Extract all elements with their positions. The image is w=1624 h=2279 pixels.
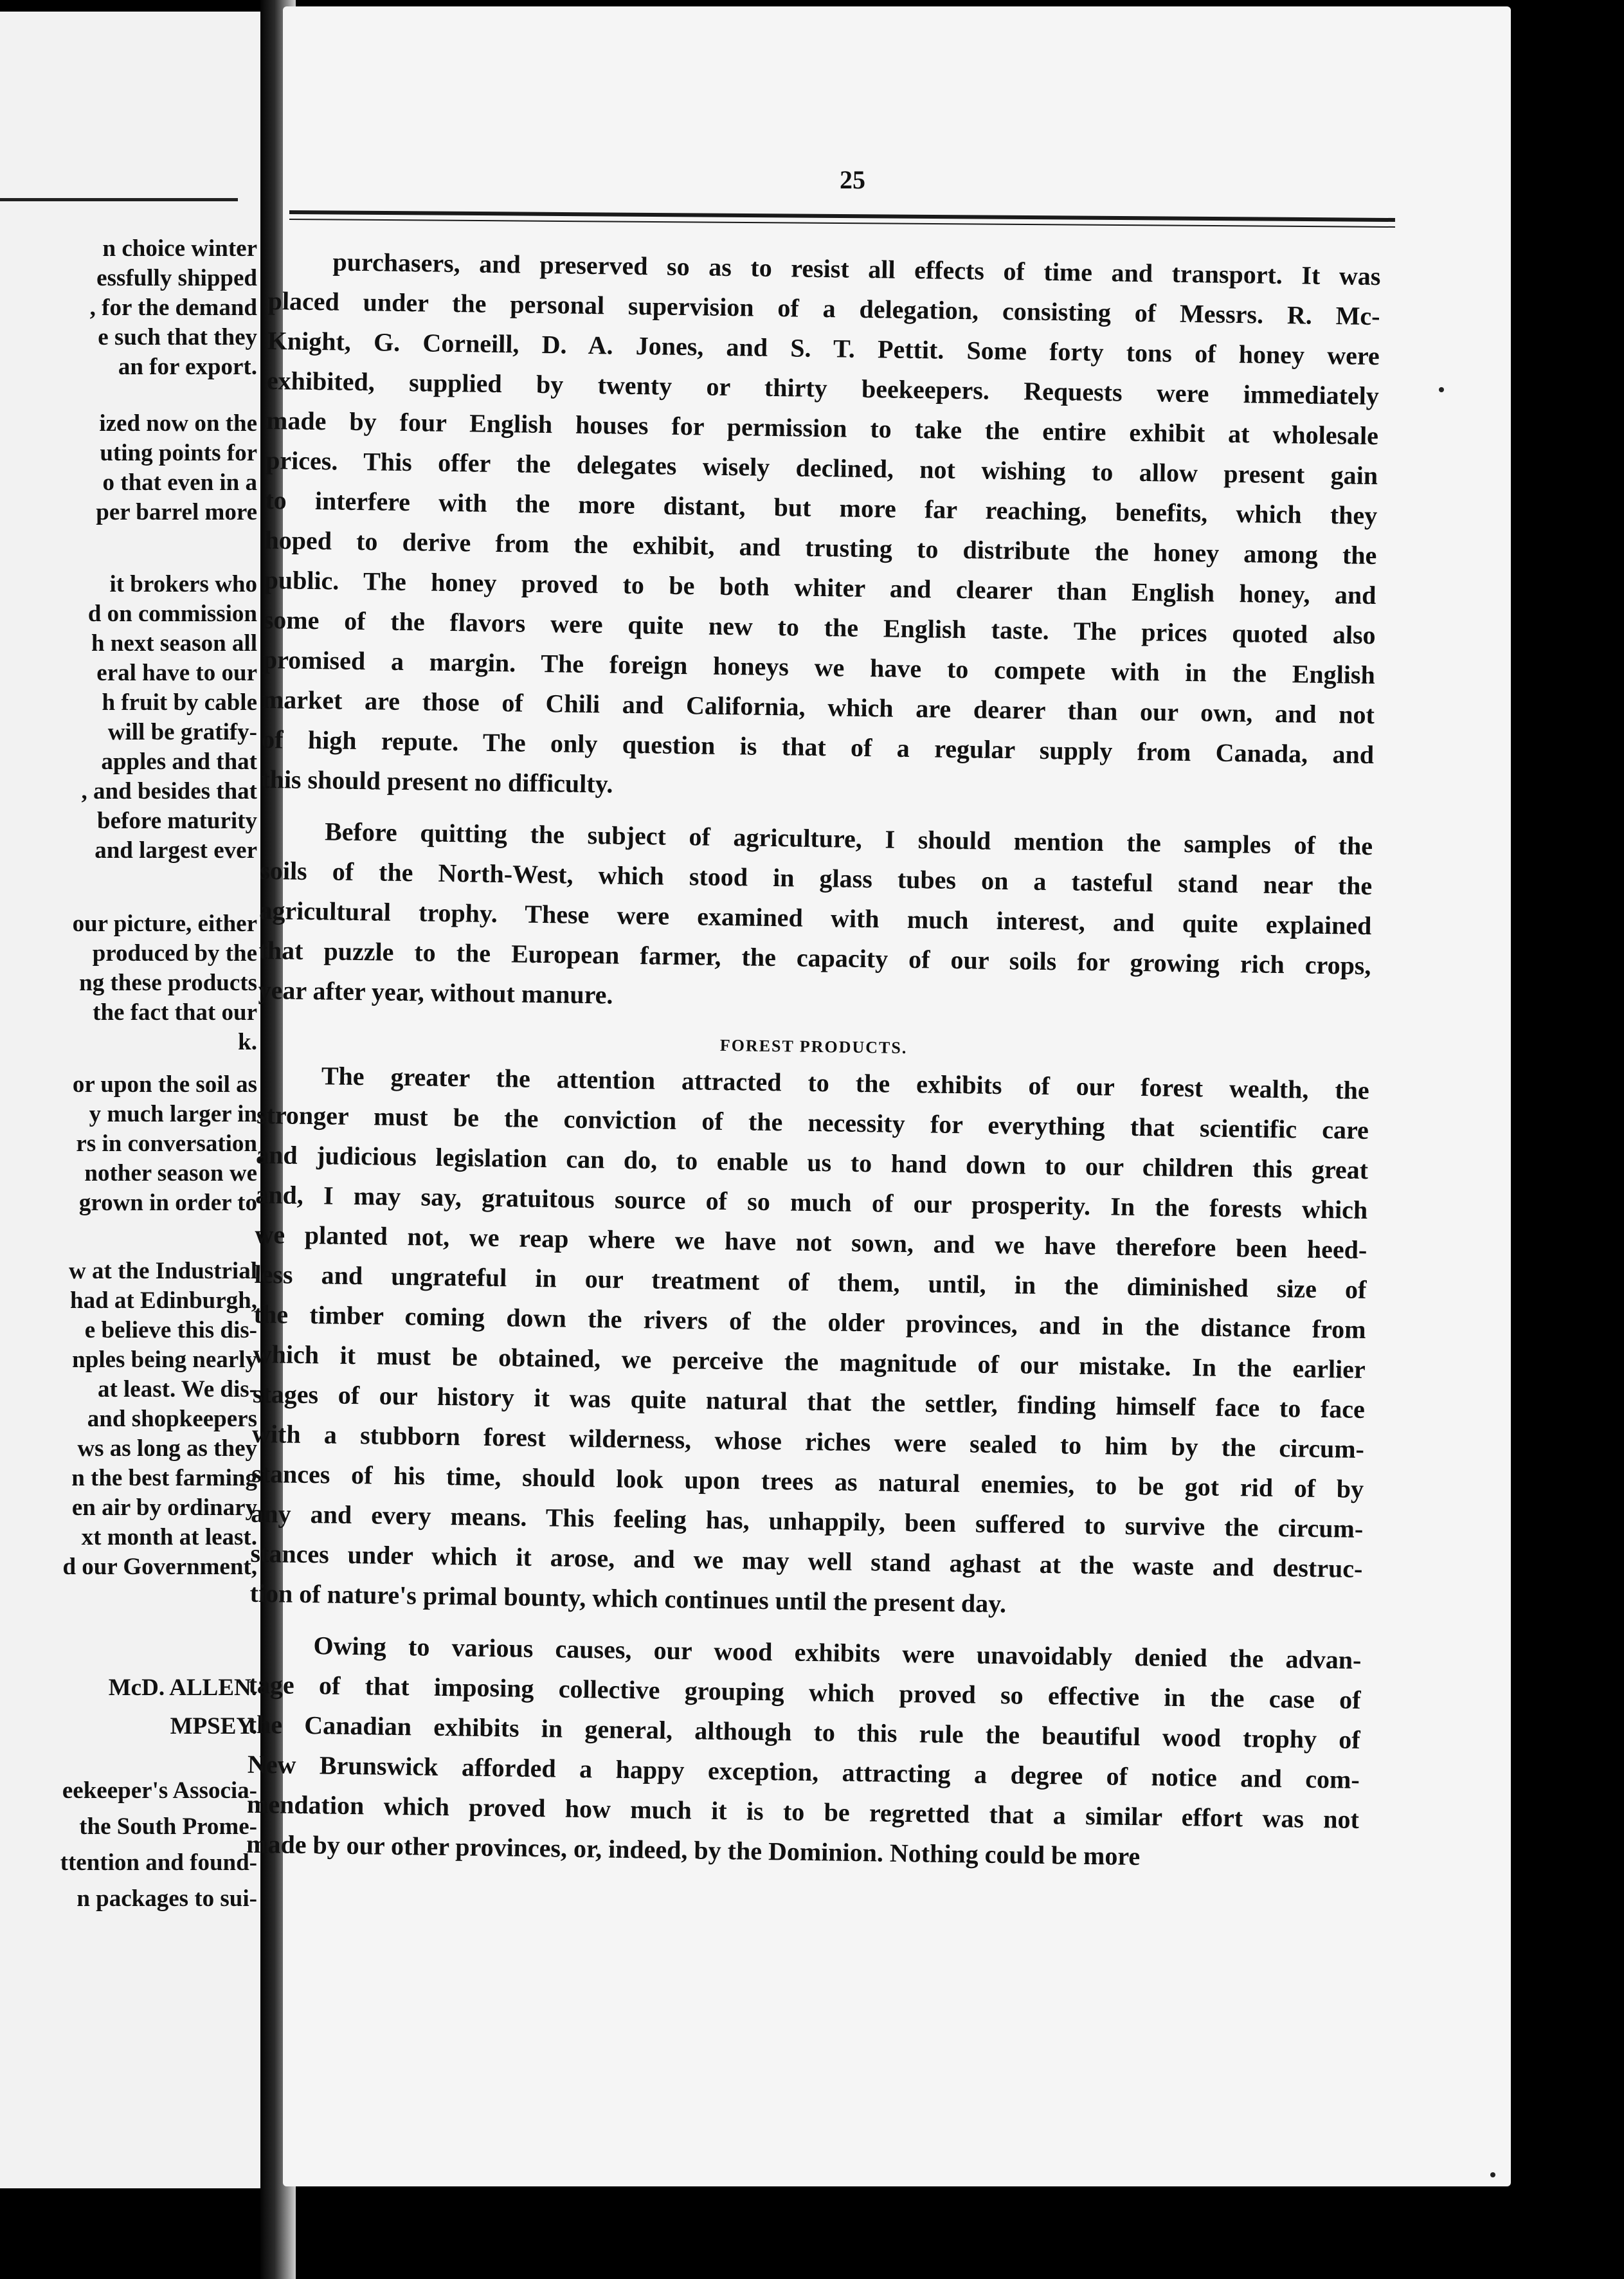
left-page-line: e believe this dis- <box>84 1317 257 1343</box>
left-page-line: eral have to our <box>96 660 257 686</box>
text-line: stronger must be the conviction of the necessity for everything that scientific care <box>256 1100 1369 1145</box>
text-line: soils of the North-West, which stood in glass tubes on a tasteful stand near the <box>260 855 1373 901</box>
text-line: made by our other provinces, or, indeed, by the Dominion. Nothing could be more <box>246 1829 1141 1871</box>
left-page-line: ws as long as they <box>77 1435 257 1462</box>
left-page-line: nother season we <box>84 1160 257 1186</box>
text-line: that puzzle to the European farmer, the capacity of our soils for growing rich crops, <box>258 935 1371 981</box>
text-line: the timber coming down the rivers of the older provinces, and in the distance from <box>253 1299 1366 1344</box>
left-page-line: our picture, either <box>72 911 257 937</box>
text-line: year after year, without manure. <box>258 975 613 1010</box>
left-header-rule <box>0 198 238 201</box>
left-page-line: k. <box>238 1029 257 1055</box>
text-line: we planted not, we reap where we have not sown, and we have therefore been heed- <box>255 1219 1367 1265</box>
left-page-line: ized now on the <box>99 410 257 437</box>
page-body <box>246 241 1381 1880</box>
text-line: prices. This offer the delegates wisely declined, not wishing to allow present gain <box>265 445 1378 491</box>
left-page-line: en air by ordinary <box>71 1494 257 1521</box>
left-page-line: d our Government, <box>62 1554 257 1580</box>
left-page-line: per barrel more <box>96 499 257 525</box>
left-page-line: or upon the soil as <box>72 1071 257 1098</box>
speck-mark <box>1490 2172 1495 2177</box>
text-line: Owing to various causes, our wood exhibits were unavoidably denied the advan- <box>313 1631 1362 1675</box>
left-page-line: w at the Industrial <box>69 1258 257 1284</box>
text-line: less and ungrateful in our treatment of them, until, in the diminished size of <box>254 1259 1367 1304</box>
text-line: and, I may say, gratuitous source of so much of our prosperity. In the forests which <box>255 1179 1368 1225</box>
paragraph-wood-exhibits <box>246 1625 1362 1880</box>
text-line: to interfere with the more distant, but more far reaching, benefits, which they <box>265 485 1378 531</box>
left-page-line: n choice winter <box>102 235 257 262</box>
text-line: hoped to derive from the exhibit, and trusting to distribute the honey among the <box>264 525 1377 570</box>
left-page-line: d on commission <box>87 601 257 627</box>
section-heading-forest-products: FOREST PRODUCTS. <box>719 1035 908 1057</box>
text-line: New Brunswick afforded a happy exception, attracting a degree of notice and com- <box>247 1749 1360 1794</box>
left-page-line: apples and that <box>101 749 257 775</box>
left-page-line: y much larger in <box>89 1101 257 1127</box>
text-line: stances under which it arose, and we may well stand aghast at the waste and destruc- <box>250 1538 1363 1583</box>
page-number: 25 <box>840 165 865 194</box>
left-page-line: essfully shipped <box>96 265 257 291</box>
text-line: purchasers, and preserved so as to resist all effects of time and transport. It was <box>332 247 1381 291</box>
left-page-line: ttention and found- <box>60 1849 257 1876</box>
left-page-line: MPSEY. <box>170 1713 257 1739</box>
left-page-line: n the best farming <box>71 1465 257 1491</box>
text-line: market are those of Chili and California, which are dearer than our own, and not <box>262 684 1375 730</box>
text-line: The greater the attention attracted to the exhibits of our forest wealth, the <box>321 1061 1370 1105</box>
text-line: placed under the personal supervision of a delegation, consisting of Messrs. R. Mc- <box>267 286 1380 331</box>
left-page-line: the South Prome- <box>79 1813 257 1840</box>
text-line: tage of that imposing collective grouping which proved so effective in the case of <box>248 1669 1361 1714</box>
left-page-line: grown in order to <box>78 1190 257 1216</box>
text-line: this should present no difficulty. <box>261 764 613 799</box>
speck-mark <box>1439 387 1444 392</box>
left-page-line: xt month at least. <box>81 1524 257 1550</box>
text-line: some of the flavors were quite new to the English taste. The prices quoted also <box>263 604 1376 650</box>
text-line: made by four English houses for permission to take the entire exhibit at wholesale <box>266 405 1379 451</box>
left-page-line: h next season all <box>91 630 257 657</box>
left-page-line: nples being nearly <box>72 1347 257 1373</box>
text-line: with a stubborn forest wilderness, whose riches were sealed to him by the circum- <box>251 1419 1365 1464</box>
text-line: any and every means. This feeling has, unhappily, been suffered to survive the circum- <box>251 1498 1364 1543</box>
text-line: tion of nature's primal bounty, which continues until the present day. <box>249 1578 1007 1619</box>
paragraph-soils <box>258 811 1373 1026</box>
text-line: stages of our history it was quite natural that the settler, finding himself face to face <box>252 1379 1366 1424</box>
left-page-line: and largest ever <box>95 837 257 864</box>
left-page-line: n packages to sui- <box>77 1885 257 1912</box>
left-page-line: , for the demand <box>89 295 257 321</box>
left-page-line: at least. We dis- <box>97 1376 257 1403</box>
left-page-line: it brokers who <box>109 571 257 597</box>
left-page-fragment <box>0 12 260 2188</box>
text-line: Knight, G. Corneill, D. A. Jones, and S. T. Pettit. Some forty tons of honey were <box>267 325 1380 371</box>
paragraph-forest-wealth <box>249 1055 1369 1629</box>
paragraph-honey <box>261 241 1381 815</box>
text-line: of high repute. The only question is that of a regular supply from Canada, and <box>261 724 1375 770</box>
left-page-line: an for export. <box>118 354 257 380</box>
text-line: stances of his time, should look upon trees as natural enemies, to be got rid of by <box>251 1458 1364 1503</box>
left-page-line: ng these products <box>79 970 257 996</box>
left-page-line: and shopkeepers <box>87 1406 257 1432</box>
left-page-line: h fruit by cable <box>102 689 257 716</box>
left-page-line: rs in conversation <box>76 1130 257 1157</box>
text-line: exhibited, supplied by twenty or thirty beekeepers. Requests were immediately <box>266 365 1380 411</box>
left-page-line: the fact that our <box>93 999 257 1026</box>
text-line: public. The honey proved to be both whiter and clearer than English honey, and <box>264 565 1376 610</box>
text-line: promised a margin. The foreign honeys we have to compete with in the English <box>262 644 1376 690</box>
left-page-line: produced by the <box>92 940 257 967</box>
left-page-line: e such that they <box>98 324 257 350</box>
text-line: the Canadian exhibits in general, although to this rule the beautiful wood trophy of <box>248 1709 1360 1754</box>
text-line: Before quitting the subject of agriculture, I should mention the samples of the <box>324 817 1373 861</box>
left-page-line: eekeeper's Associa- <box>62 1777 257 1804</box>
text-line: and judicious legislation can do, to enable us to hand down to our children this great <box>255 1140 1369 1185</box>
left-page-line: o that even in a <box>102 469 257 496</box>
left-page-line: McD. ALLEN. <box>108 1675 257 1701</box>
left-page-line: , and besides that <box>81 778 257 804</box>
left-page-line: had at Edinburgh, <box>70 1287 257 1314</box>
left-page-line: before maturity <box>97 808 257 834</box>
text-line: agricultural trophy. These were examined with much interest, and quite explained <box>259 895 1372 941</box>
text-line: mendation which proved how much it is to be regretted that a similar effort was not <box>246 1789 1360 1834</box>
left-page-line: uting points for <box>100 440 257 466</box>
text-line: which it must be obtained, we perceive the magnitude of our mistake. In the earlier <box>253 1339 1366 1384</box>
left-page-line: will be gratify- <box>107 719 257 745</box>
